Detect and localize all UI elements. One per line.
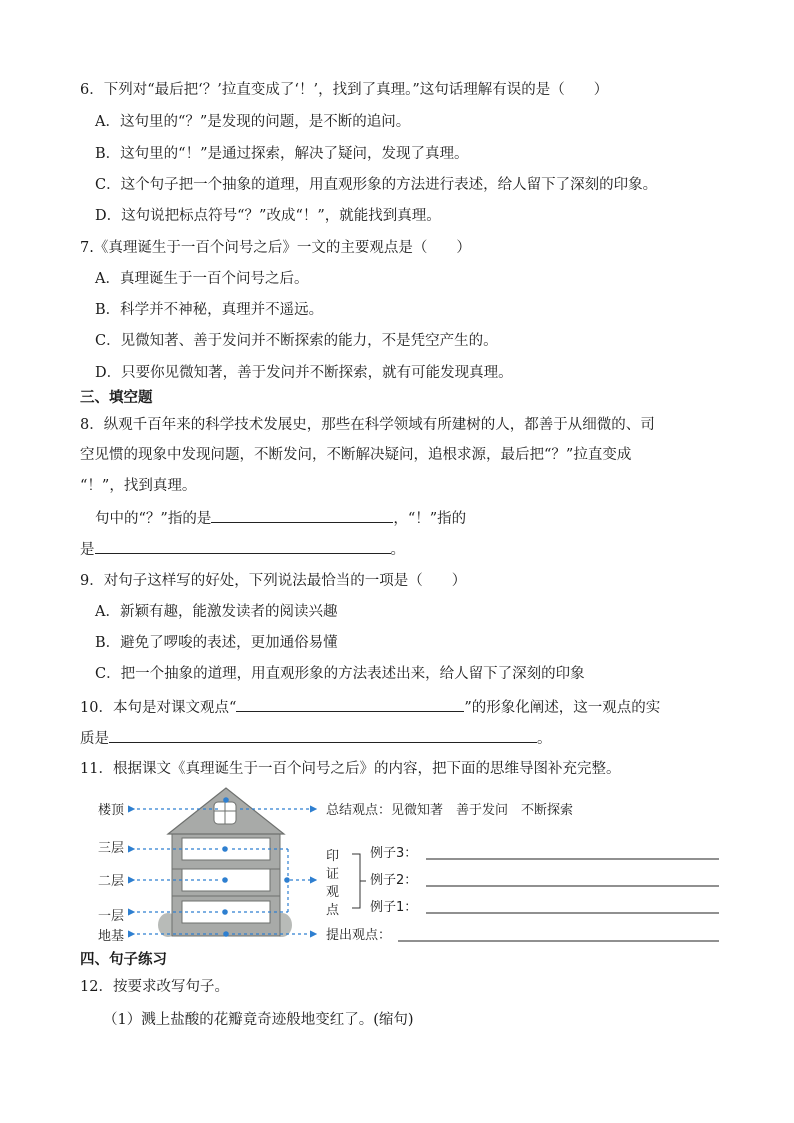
- q10-line2-prefix: 质是: [80, 731, 109, 747]
- q9-option-a: A．新颖有趣，能激发读者的阅读兴趣: [95, 604, 338, 620]
- q7-option-c: C．见微知著、善于发问并不断探索的能力，不是凭空产生的。: [95, 333, 498, 349]
- q6-option-b: B．这句里的“！”是通过探索，解决了疑问，发现了真理。: [95, 146, 469, 162]
- floor1-label: 一层: [98, 909, 125, 924]
- q8-answer-blank-a[interactable]: [211, 508, 393, 523]
- q6-option-d: D．这句说把标点符号“？”改成“！”，就能找到真理。: [95, 208, 441, 224]
- q8-fill-a-prefix: 句中的“？”指的是: [95, 511, 212, 527]
- q9-option-b: B．避免了啰唆的表述，更加通俗易懂: [95, 635, 338, 651]
- example3-label: 例子3：: [370, 846, 418, 861]
- floor2-label: 二层: [98, 874, 125, 889]
- q10-middle: ”的形象化阐述，这一观点的实: [464, 700, 661, 716]
- q7-option-a: A．真理诞生于一百个问号之后。: [95, 271, 309, 287]
- q10-line2-suffix: 。: [537, 731, 552, 747]
- q10-answer-blank-b[interactable]: [109, 728, 537, 743]
- proof-char-1: 印: [326, 849, 340, 864]
- q9-stem: 9．对句子这样写的好处，下列说法最恰当的一项是（ ）: [80, 573, 467, 589]
- base-label: 地基: [98, 929, 125, 944]
- q8-line1: 8．纵观千百年来的科学技术发展史，那些在科学领域有所建树的人，都善于从细微的、司: [80, 417, 655, 433]
- proof-char-2: 证: [326, 867, 340, 882]
- example1-label: 例子1：: [370, 900, 418, 915]
- floor3-label: 三层: [98, 841, 125, 856]
- q8-fill-a-suffix: ，“！”指的: [393, 511, 467, 527]
- q6-option-c: C．这个句子把一个抽象的道理，用直观形象的方法进行表述，给人留下了深刻的印象。: [95, 177, 658, 193]
- q10-prefix: 10．本句是对课文观点“: [80, 700, 237, 716]
- q8-line3: “！”，找到真理。: [80, 478, 197, 494]
- q12-sub1: （1）溅上盐酸的花瓣竟奇迹般地变红了。(缩句): [103, 1012, 414, 1028]
- q8-fill-b-prefix: 是: [80, 542, 95, 558]
- proof-char-3: 观: [326, 885, 340, 900]
- q8-answer-blank-b[interactable]: [95, 539, 391, 554]
- section-4-heading: 四、句子练习: [80, 952, 167, 968]
- q10-line1: [80, 697, 660, 718]
- q7-option-b: B．科学并不神秘，真理并不遥远。: [95, 302, 324, 318]
- section-3-heading: 三、填空题: [80, 390, 153, 406]
- q8-fill-line-a: [95, 508, 466, 529]
- roof-label: 楼顶: [98, 803, 125, 818]
- q11-stem: 11．根据课文《真理诞生于一百个问号之后》的内容，把下面的思维导图补充完整。: [80, 761, 621, 777]
- q7-option-d: D．只要你见微知著，善于发问并不断探索，就有可能发现真理。: [95, 365, 513, 381]
- q12-stem: 12．按要求改写句子。: [80, 979, 229, 995]
- q8-line2: 空见惯的现象中发现问题，不断发问，不断解决疑问，追根求源，最后把“？”拉直变成: [80, 447, 632, 463]
- mind-map-diagram: [0, 780, 794, 950]
- q9-option-c: C．把一个抽象的道理，用直观形象的方法表述出来，给人留下了深刻的印象: [95, 666, 585, 682]
- q10-line2: [80, 728, 552, 749]
- q8-fill-b-suffix: 。: [390, 542, 405, 558]
- proof-char-4: 点: [326, 903, 340, 918]
- example2-label: 例子2：: [370, 873, 418, 888]
- q7-stem: 7.《真理诞生于一百个问号之后》一文的主要观点是（ ）: [80, 240, 471, 256]
- q10-answer-blank-a[interactable]: [236, 697, 464, 712]
- summary-point: 总结观点：见微知著 善于发问 不断探索: [326, 803, 574, 818]
- q6-stem: 6．下列对“最后把‘？’拉直变成了‘！’，找到了真理。”这句话理解有误的是（ ）: [80, 82, 609, 98]
- q6-option-a: A．这句里的“？”是发现的问题，是不断的追问。: [95, 114, 411, 130]
- propose-point-label: 提出观点：: [326, 928, 392, 943]
- q8-fill-line-b: [80, 539, 405, 560]
